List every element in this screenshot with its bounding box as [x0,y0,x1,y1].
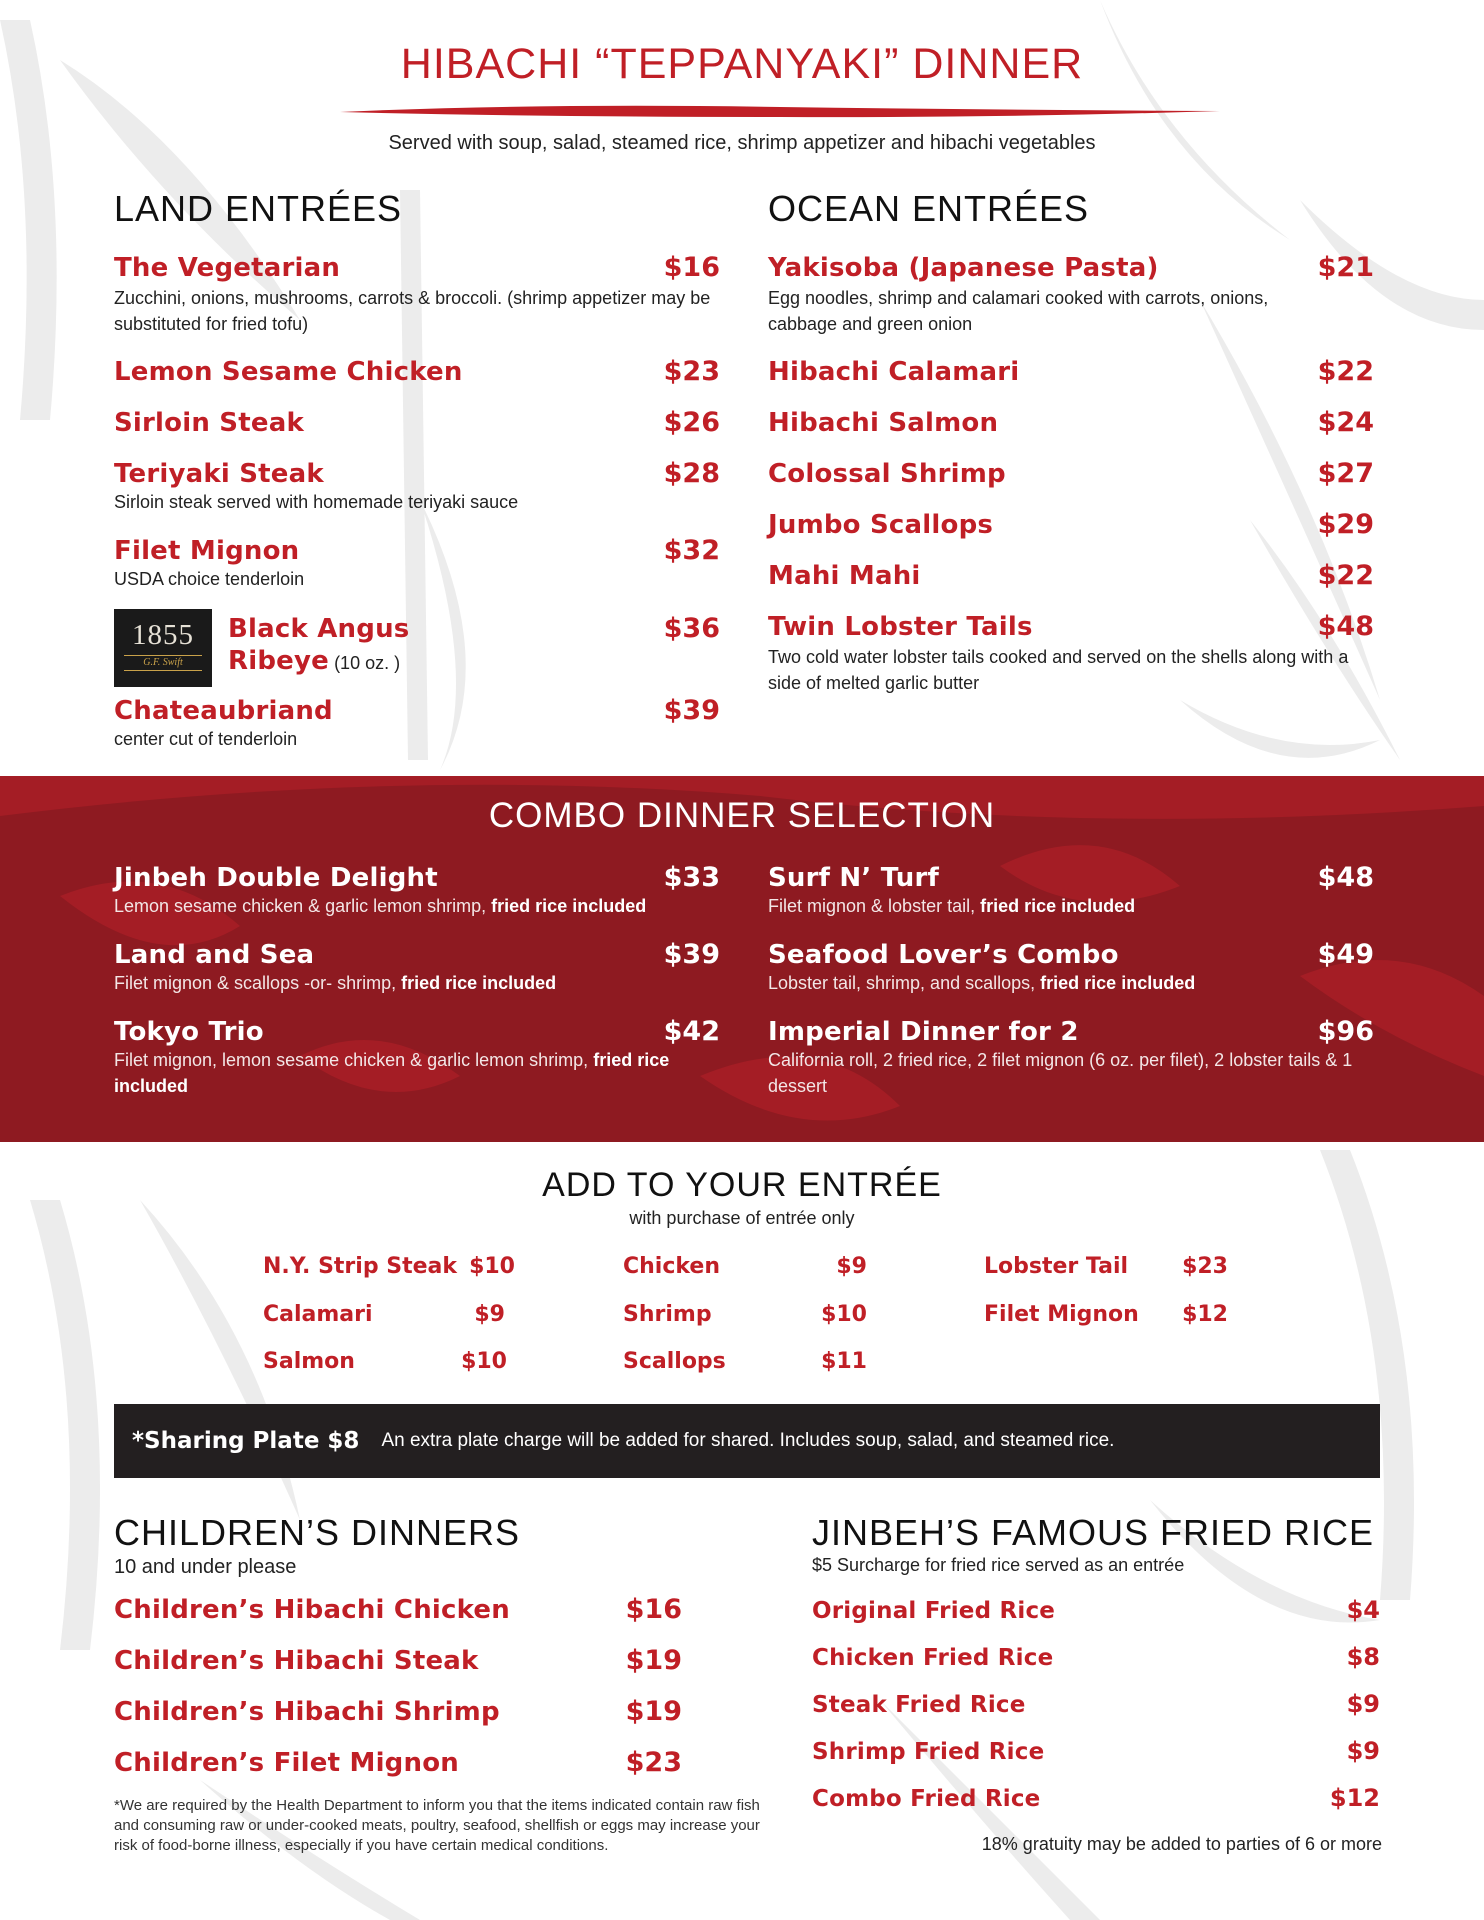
children-item-steak [114,1645,682,1676]
item-price: $27 [1317,458,1374,489]
addon-name: Calamari [263,1302,373,1327]
sharing-plate-bar [114,1404,1380,1478]
item-name: Children’s Hibachi Shrimp [114,1697,500,1727]
land-item-lemon-sesame-chicken [114,356,720,387]
combo-item-tokyo-trio [114,1016,720,1099]
logo-number: 1855 [132,619,194,651]
rice-item-shrimp [812,1737,1380,1765]
addon-price: $23 [1182,1254,1228,1279]
page-title: HIBACHI “TEPPANYAKI” DINNER [400,40,1084,88]
ocean-item-hibachi-calamari [768,356,1374,387]
addon-price: $9 [474,1302,505,1327]
addon-name: Lobster Tail [984,1254,1129,1279]
item-name: Twin Lobster Tails [768,612,1033,642]
item-price: $28 [663,458,720,489]
item-name: Jinbeh Double Delight [114,863,438,893]
item-name: Children’s Filet Mignon [114,1748,459,1778]
addon-name: Scallops [623,1349,726,1374]
combo-title: COMBO DINNER SELECTION [488,796,996,835]
item-price: $22 [1317,560,1374,591]
land-item-filet-mignon [114,535,720,592]
item-price: $42 [663,1016,720,1047]
addon-shrimp [623,1302,867,1327]
fried-rice-note: fried rice included [401,973,557,993]
rice-item-steak [812,1690,1380,1718]
ocean-item-colossal-shrimp [768,458,1374,489]
item-name: Colossal Shrimp [768,459,1006,489]
item-price: $16 [625,1594,682,1625]
addon-price: $10 [821,1302,867,1327]
item-description: Lobster tail, shrimp, and scallops, [768,973,1036,993]
item-price: $9 [1346,1737,1380,1765]
land-item-black-angus-ribeye [114,609,720,687]
children-subtitle: 10 and under please [114,1556,297,1578]
item-price: $96 [1317,1016,1374,1047]
item-price: $22 [1317,356,1374,387]
item-name: Yakisoba (Japanese Pasta) [768,253,1159,283]
item-price: $26 [663,407,720,438]
fried-rice-title: JINBEH’S FAMOUS FRIED RICE [812,1512,1375,1553]
brand-logo-1855 [114,609,212,687]
fried-rice-note: fried rice included [1040,973,1196,993]
land-entrees-title: LAND ENTRÉES [114,188,403,229]
combo-item-surf-n-turf [768,862,1374,919]
addon-scallops [623,1349,867,1374]
ocean-entrees-title: OCEAN ENTRÉES [768,188,1090,229]
addon-chicken [623,1254,867,1279]
item-name: Combo Fried Rice [812,1786,1041,1812]
health-disclaimer: *We are required by the Health Department to inform you that the items indicated contain raw fish and consuming raw or under-cooked meats, poultry, seafood, shellfish or eggs may increase your risk of food-borne illness, especially if you have certain medical conditions. [114,1797,760,1854]
fried-rice-note: fried rice included [491,896,647,916]
rice-item-combo [812,1784,1380,1812]
item-price: $24 [1317,407,1374,438]
item-name: Imperial Dinner for 2 [768,1017,1079,1047]
item-name: Hibachi Salmon [768,408,999,438]
item-name: Tokyo Trio [114,1017,264,1047]
item-description: California roll, 2 fried rice, 2 filet mignon (6 oz. per filet), 2 lobster tails & 1 dessert [768,1050,1353,1096]
children-title: CHILDREN’S DINNERS [114,1512,521,1553]
combo-item-land-and-sea [114,939,720,996]
item-price: $4 [1346,1596,1380,1624]
item-description: Two cold water lobster tails cooked and served on the shells along with a side of melted garlic butter [768,647,1349,693]
addon-price: $9 [836,1254,867,1279]
item-price: $49 [1317,939,1374,970]
item-name: Children’s Hibachi Chicken [114,1595,510,1625]
item-price: $23 [663,356,720,387]
land-item-sirloin-steak [114,407,720,438]
item-price: $48 [1317,862,1374,893]
item-price: $39 [663,695,720,726]
item-name: Land and Sea [114,940,315,970]
fried-rice-note: fried rice included [114,1050,670,1096]
ocean-item-mahi-mahi [768,560,1374,591]
item-name: Filet Mignon [114,536,300,566]
addon-lobster-tail [984,1254,1228,1279]
addon-price: $12 [1182,1302,1228,1327]
children-item-shrimp [114,1696,682,1727]
gratuity-note: 18% gratuity may be added to parties of 6 or more [981,1834,1382,1854]
item-price: $16 [663,252,720,283]
item-price: $19 [625,1696,682,1727]
item-description: USDA choice tenderloin [114,569,305,589]
page-subtitle: Served with soup, salad, steamed rice, shrimp appetizer and hibachi vegetables [388,132,1096,154]
item-price: $8 [1346,1643,1380,1671]
sharing-plate-label: *Sharing Plate $8 [132,1428,360,1454]
item-name-line-2: Ribeye [228,646,329,676]
item-name-line-1: Black Angus [228,614,410,644]
item-description: Egg noodles, shrimp and calamari cooked with carrots, onions, cabbage and green onion [768,288,1269,334]
item-price: $29 [1317,509,1374,540]
children-item-chicken [114,1594,682,1625]
item-name: Sirloin Steak [114,408,304,438]
ocean-item-jumbo-scallops [768,509,1374,540]
ocean-item-twin-lobster-tails [768,611,1374,696]
item-name: Hibachi Calamari [768,357,1020,387]
land-item-teriyaki-steak [114,458,720,515]
item-size: (10 oz. ) [334,653,401,673]
rice-item-original [812,1596,1380,1624]
item-description: Zucchini, onions, mushrooms, carrots & broccoli. (shrimp appetizer may be substituted for fried tofu) [114,288,711,334]
children-item-filet-mignon [114,1747,682,1778]
brush-stroke [340,100,1220,122]
item-description: Filet mignon & lobster tail, [768,896,976,916]
item-name: Original Fried Rice [812,1598,1056,1624]
item-price: $33 [663,862,720,893]
fried-rice-note: fried rice included [980,896,1136,916]
item-name: Shrimp Fried Rice [812,1739,1045,1765]
fried-rice-subtitle: $5 Surcharge for fried rice served as an entrée [812,1555,1185,1575]
item-name: Mahi Mahi [768,561,921,591]
item-name: Chateaubriand [114,696,333,726]
item-price: $32 [663,535,720,566]
item-name: Children’s Hibachi Steak [114,1646,479,1676]
item-price: $21 [1317,252,1374,283]
item-price: $19 [625,1645,682,1676]
rice-item-chicken [812,1643,1380,1671]
combo-item-seafood-lovers [768,939,1374,996]
addon-name: Salmon [263,1349,355,1374]
combo-item-jinbeh-double-delight [114,862,720,919]
item-name: Seafood Lover’s Combo [768,940,1119,970]
item-price: $39 [663,939,720,970]
addon-calamari [263,1302,505,1327]
addon-filet-mignon [984,1302,1228,1327]
item-description: Filet mignon, lemon sesame chicken & garlic lemon shrimp, [114,1050,589,1070]
addon-name: Filet Mignon [984,1302,1139,1327]
item-description: center cut of tenderloin [114,729,298,749]
addon-name: Chicken [623,1254,721,1279]
item-name: Steak Fried Rice [812,1692,1026,1718]
item-name: Lemon Sesame Chicken [114,357,463,387]
item-price: $9 [1346,1690,1380,1718]
addon-name: N.Y. Strip Steak [263,1254,457,1279]
addon-ny-strip [263,1254,515,1279]
item-description: Sirloin steak served with homemade teriyaki sauce [114,492,519,512]
logo-signature: G.F. Swift [124,655,202,671]
item-price: $48 [1317,611,1374,642]
addons-subtitle: with purchase of entrée only [629,1208,855,1228]
addon-price: $10 [469,1254,515,1279]
item-name: Jumbo Scallops [768,510,994,540]
addon-salmon [263,1349,507,1374]
combo-item-imperial-dinner [768,1016,1374,1099]
ocean-item-hibachi-salmon [768,407,1374,438]
item-name: Teriyaki Steak [114,459,324,489]
land-item-vegetarian [114,252,720,337]
item-description: Filet mignon & scallops -or- shrimp, [114,973,397,993]
item-price: $36 [663,613,720,644]
land-item-chateaubriand [114,695,720,752]
addon-price: $10 [461,1349,507,1374]
ocean-item-yakisoba [768,252,1374,337]
item-name: Chicken Fried Rice [812,1645,1054,1671]
item-price: $23 [625,1747,682,1778]
addon-name: Shrimp [623,1302,712,1327]
addon-price: $11 [821,1349,867,1374]
item-price: $12 [1329,1784,1380,1812]
item-name: Surf N’ Turf [768,863,940,893]
sharing-plate-text: An extra plate charge will be added for shared. Includes soup, salad, and steamed rice. [381,1430,1115,1451]
addons-title: ADD TO YOUR ENTRÉE [542,1166,942,1204]
item-name: The Vegetarian [114,253,341,283]
item-description: Lemon sesame chicken & garlic lemon shrimp, [114,896,487,916]
